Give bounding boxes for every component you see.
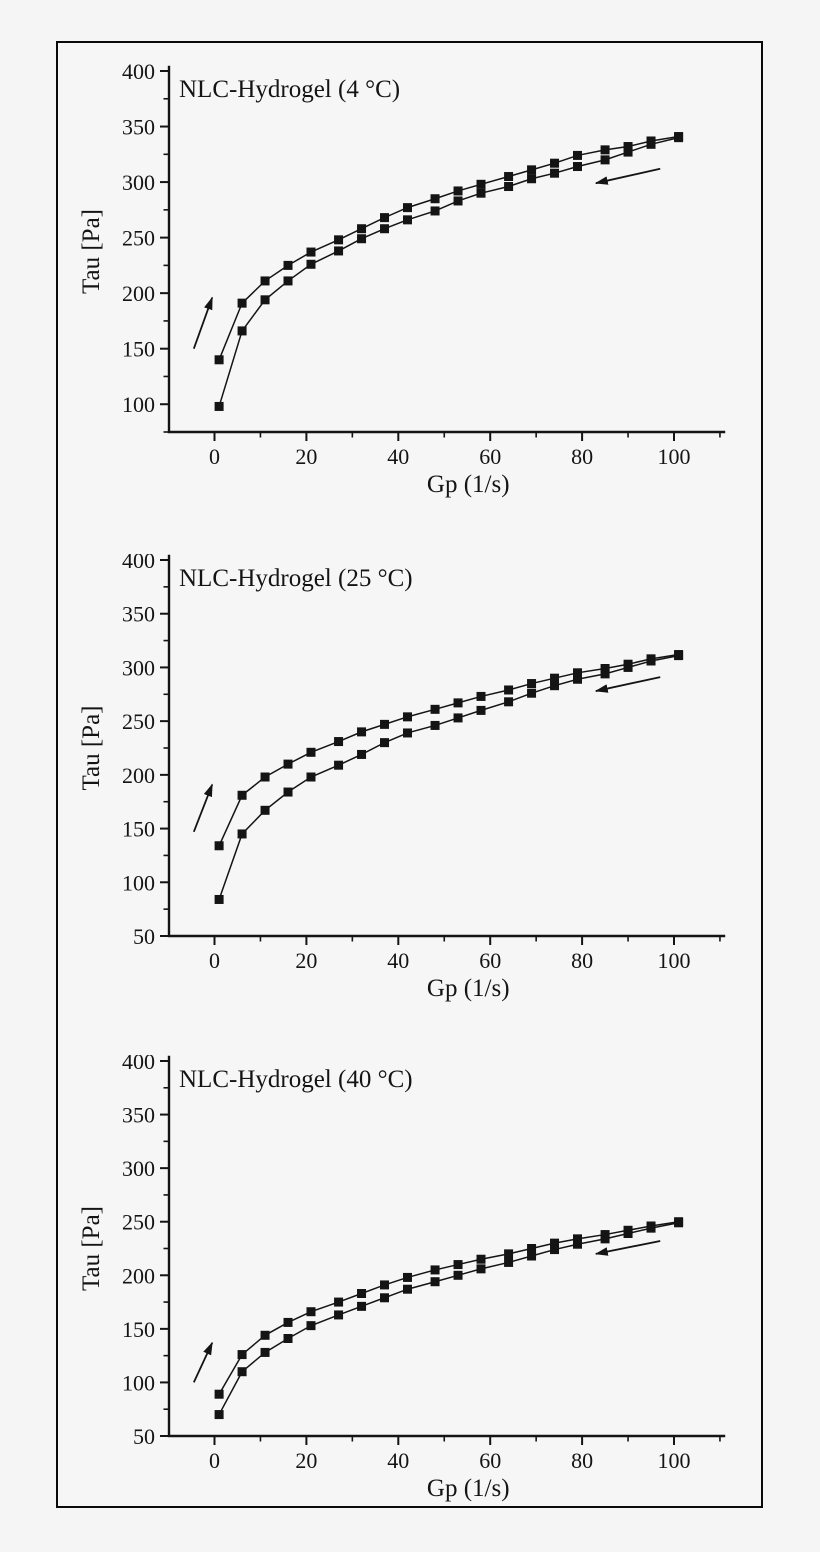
x-tick-label: 20 <box>295 1448 318 1473</box>
data-point-marker <box>573 675 582 684</box>
y-axis-label: Tau [Pa] <box>78 1205 105 1292</box>
x-tick-label: 40 <box>387 948 410 973</box>
data-point-marker <box>477 1264 486 1273</box>
data-point-marker <box>380 1293 389 1302</box>
y-tick-label: 400 <box>122 63 155 84</box>
data-point-marker <box>674 1218 683 1227</box>
data-point-marker <box>454 713 463 722</box>
data-point-marker <box>674 651 683 660</box>
x-tick-label: 0 <box>209 1448 220 1473</box>
data-point-marker <box>403 1273 412 1282</box>
chart-title: NLC-Hydrogel (25 °C) <box>179 565 413 592</box>
data-point-marker <box>215 1410 224 1419</box>
x-tick-label: 0 <box>209 444 220 469</box>
data-point-marker <box>504 1258 513 1267</box>
data-point-marker <box>306 773 315 782</box>
chart-title: NLC-Hydrogel (40 °C) <box>179 1066 413 1093</box>
data-point-marker <box>284 276 293 285</box>
data-point-marker <box>504 182 513 191</box>
down-sweep-arrow <box>596 677 660 691</box>
data-point-marker <box>674 133 683 142</box>
data-point-marker <box>238 1367 247 1376</box>
data-point-marker <box>624 148 633 157</box>
data-point-marker <box>306 260 315 269</box>
data-point-marker <box>261 276 270 285</box>
x-tick-label: 100 <box>657 948 691 973</box>
data-point-marker <box>380 720 389 729</box>
data-point-marker <box>504 685 513 694</box>
data-point-marker <box>573 151 582 160</box>
y-tick-label: 400 <box>122 1055 155 1074</box>
data-point-marker <box>527 679 536 688</box>
y-tick-label: 400 <box>122 554 155 573</box>
data-point-marker <box>431 1277 440 1286</box>
data-point-marker <box>403 712 412 721</box>
data-point-marker <box>380 738 389 747</box>
data-point-marker <box>477 180 486 189</box>
data-point-marker <box>215 841 224 850</box>
y-tick-label: 50 <box>133 924 155 949</box>
data-point-marker <box>573 162 582 171</box>
y-tick-label: 200 <box>122 762 155 788</box>
data-point-marker <box>477 1255 486 1264</box>
data-point-marker <box>380 213 389 222</box>
x-axis-label: Gp (1/s) <box>426 975 510 1002</box>
x-tick-label: 100 <box>657 444 691 469</box>
data-point-marker <box>261 295 270 304</box>
data-point-marker <box>215 402 224 411</box>
data-point-marker <box>261 806 270 815</box>
data-point-marker <box>647 656 656 665</box>
data-point-marker <box>215 1390 224 1399</box>
down-sweep-arrow <box>596 169 660 183</box>
x-tick-label: 80 <box>571 1448 594 1473</box>
up-sweep-arrow <box>194 298 212 349</box>
data-point-marker <box>357 750 366 759</box>
chart-nlc-hydrogel-4c <box>58 63 761 531</box>
y-tick-label: 100 <box>122 870 155 896</box>
y-tick-label: 350 <box>122 1102 155 1128</box>
series-markers-up-sweep <box>215 650 683 850</box>
data-point-marker <box>238 1350 247 1359</box>
x-tick-label: 40 <box>387 1448 410 1473</box>
axes-lines <box>169 556 724 936</box>
data-point-marker <box>550 1245 559 1254</box>
series-markers-down-sweep <box>215 133 683 411</box>
y-tick-label: 300 <box>122 170 155 196</box>
data-point-marker <box>215 355 224 364</box>
data-point-marker <box>431 705 440 714</box>
data-point-marker <box>403 215 412 224</box>
x-axis-ticks <box>209 936 720 973</box>
data-point-marker <box>454 186 463 195</box>
x-tick-label: 40 <box>387 444 410 469</box>
y-tick-label: 250 <box>122 709 155 735</box>
data-point-marker <box>601 1234 610 1243</box>
y-axis-label: Tau [Pa] <box>78 208 105 295</box>
data-point-marker <box>527 174 536 183</box>
data-point-marker <box>550 169 559 178</box>
data-point-marker <box>357 727 366 736</box>
y-tick-label: 200 <box>122 281 155 307</box>
data-point-marker <box>504 697 513 706</box>
data-point-marker <box>261 1348 270 1357</box>
data-point-marker <box>624 1229 633 1238</box>
x-axis-label: Gp (1/s) <box>426 471 510 498</box>
data-point-marker <box>334 761 343 770</box>
data-point-marker <box>527 1252 536 1261</box>
data-point-marker <box>504 172 513 181</box>
figure-border-frame <box>56 41 763 1508</box>
x-axis-ticks <box>209 432 720 469</box>
data-point-marker <box>357 1302 366 1311</box>
data-point-marker <box>647 1224 656 1233</box>
x-tick-label: 20 <box>295 948 318 973</box>
chart-title: NLC-Hydrogel (4 °C) <box>179 76 401 103</box>
x-tick-label: 100 <box>657 1448 691 1473</box>
up-sweep-arrow <box>194 785 212 832</box>
data-point-marker <box>573 1240 582 1249</box>
series-line-up-sweep <box>219 1222 678 1395</box>
y-tick-label: 50 <box>133 1424 155 1449</box>
data-point-marker <box>334 1298 343 1307</box>
data-point-marker <box>403 203 412 212</box>
data-point-marker <box>334 737 343 746</box>
y-axis-label: Tau [Pa] <box>78 705 105 791</box>
y-tick-label: 300 <box>122 655 155 681</box>
data-point-marker <box>527 689 536 698</box>
data-point-marker <box>306 748 315 757</box>
data-point-marker <box>527 165 536 174</box>
data-point-marker <box>261 1331 270 1340</box>
series-line-down-sweep <box>219 656 678 900</box>
data-point-marker <box>647 140 656 149</box>
data-point-marker <box>215 895 224 904</box>
data-point-marker <box>504 1249 513 1258</box>
x-tick-label: 60 <box>479 444 502 469</box>
data-point-marker <box>357 224 366 233</box>
y-tick-label: 250 <box>122 225 155 251</box>
y-axis-ticks <box>122 63 169 432</box>
data-point-marker <box>601 669 610 678</box>
data-point-marker <box>431 206 440 215</box>
data-point-marker <box>403 1285 412 1294</box>
x-tick-label: 20 <box>295 444 318 469</box>
chart-nlc-hydrogel-40c <box>58 1055 761 1503</box>
data-point-marker <box>284 1334 293 1343</box>
y-tick-label: 100 <box>122 1370 155 1396</box>
data-point-marker <box>380 224 389 233</box>
data-point-marker <box>306 1307 315 1316</box>
y-axis-ticks <box>122 1055 169 1449</box>
up-sweep-arrow <box>194 1343 212 1383</box>
data-point-marker <box>284 1318 293 1327</box>
y-tick-label: 150 <box>122 1316 155 1342</box>
data-point-marker <box>284 261 293 270</box>
series-line-up-sweep <box>219 137 678 360</box>
x-tick-label: 80 <box>571 948 594 973</box>
data-point-marker <box>238 829 247 838</box>
data-point-marker <box>334 246 343 255</box>
y-tick-label: 350 <box>122 114 155 140</box>
data-point-marker <box>403 728 412 737</box>
data-point-marker <box>624 663 633 672</box>
data-point-marker <box>431 721 440 730</box>
series-markers-down-sweep <box>215 651 683 904</box>
data-point-marker <box>334 235 343 244</box>
x-tick-label: 60 <box>479 948 502 973</box>
data-point-marker <box>454 698 463 707</box>
x-axis-ticks <box>209 1436 720 1473</box>
data-point-marker <box>601 155 610 164</box>
data-point-marker <box>238 791 247 800</box>
y-tick-label: 200 <box>122 1263 155 1289</box>
data-point-marker <box>550 681 559 690</box>
data-point-marker <box>238 299 247 308</box>
x-tick-label: 80 <box>571 444 594 469</box>
series-markers-up-sweep <box>215 132 683 364</box>
data-point-marker <box>550 159 559 168</box>
data-point-marker <box>238 326 247 335</box>
chart-nlc-hydrogel-25c <box>58 554 761 1022</box>
x-axis-label: Gp (1/s) <box>426 1475 510 1502</box>
data-point-marker <box>380 1280 389 1289</box>
data-point-marker <box>601 145 610 154</box>
data-point-marker <box>284 788 293 797</box>
data-point-marker <box>477 692 486 701</box>
data-point-marker <box>334 1310 343 1319</box>
data-point-marker <box>454 1271 463 1280</box>
x-tick-label: 0 <box>209 948 220 973</box>
y-tick-label: 150 <box>122 336 155 362</box>
data-point-marker <box>454 196 463 205</box>
y-tick-label: 100 <box>122 392 155 418</box>
series-line-up-sweep <box>219 655 678 846</box>
data-point-marker <box>306 1321 315 1330</box>
data-point-marker <box>431 194 440 203</box>
data-point-marker <box>357 1289 366 1298</box>
series-markers-up-sweep <box>215 1217 683 1399</box>
y-tick-label: 350 <box>122 601 155 627</box>
y-tick-label: 300 <box>122 1156 155 1182</box>
axes-lines <box>169 1057 724 1436</box>
data-point-marker <box>477 706 486 715</box>
y-axis-ticks <box>122 554 169 949</box>
series-line-down-sweep <box>219 138 678 407</box>
data-point-marker <box>431 1265 440 1274</box>
axes-lines <box>169 67 724 432</box>
data-point-marker <box>477 189 486 198</box>
y-tick-label: 150 <box>122 816 155 842</box>
data-point-marker <box>261 773 270 782</box>
data-point-marker <box>306 248 315 257</box>
y-tick-label: 250 <box>122 1209 155 1235</box>
data-point-marker <box>357 234 366 243</box>
data-point-marker <box>284 760 293 769</box>
data-point-marker <box>454 1260 463 1269</box>
x-tick-label: 60 <box>479 1448 502 1473</box>
